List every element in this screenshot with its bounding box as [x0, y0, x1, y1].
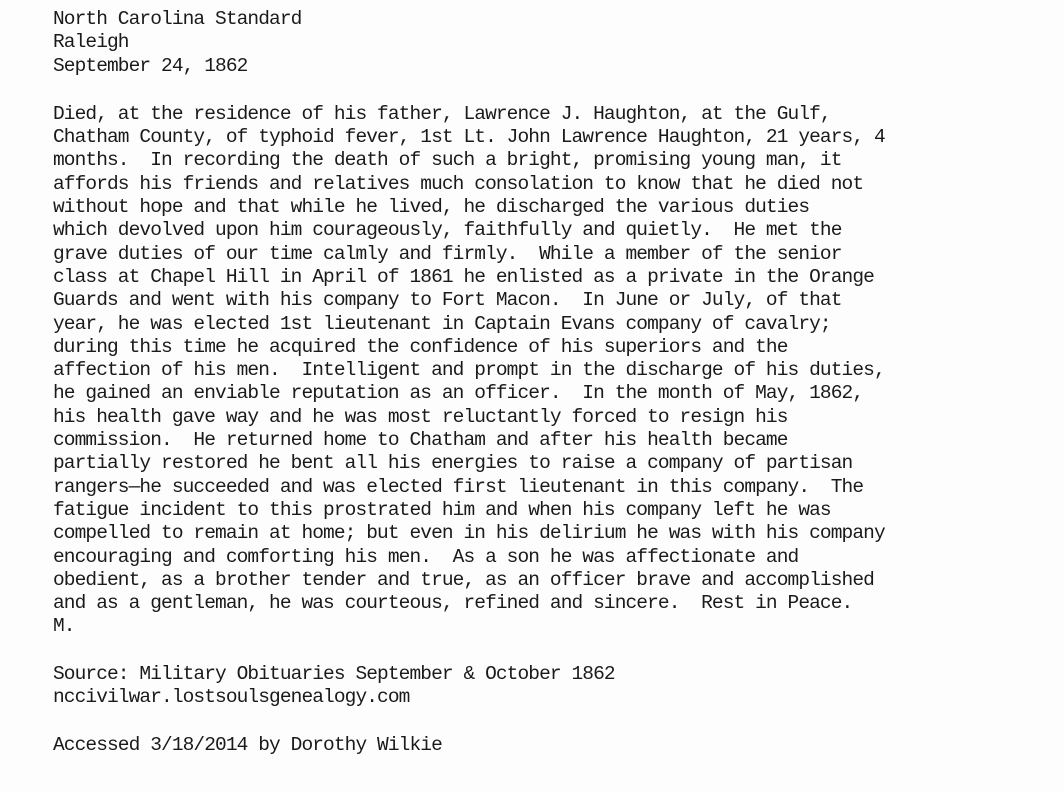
body-line: affection of his men. Intelligent and prompt in the discharge of his duties,: [53, 359, 885, 382]
body-line: which devolved upon him courageously, faithfully and quietly. He met the: [53, 219, 842, 242]
body-line: year, he was elected 1st lieutenant in Captain Evans company of cavalry;: [53, 312, 831, 335]
header-block: [53, 8, 1053, 78]
body-line: Chatham County, of typhoid fever, 1st Lt. John Lawrence Haughton, 21 years, 4: [53, 126, 885, 149]
body-line: rangers—he succeeded and was elected first lieutenant in this company. The: [53, 475, 864, 498]
body-line: without hope and that while he lived, he discharged the various duties: [53, 196, 810, 219]
body-line: during this time he acquired the confidence of his superiors and the: [53, 335, 788, 358]
body-line: Guards and went with his company to Fort Macon. In June or July, of that: [53, 289, 842, 312]
body-line: class at Chapel Hill in April of 1861 he enlisted as a private in the Orange: [53, 265, 874, 288]
obituary-document: [53, 8, 1053, 758]
accessed-note: Accessed 3/18/2014 by Dorothy Wilkie: [53, 734, 442, 757]
source-site: nccivilwar.lostsoulsgenealogy.com: [53, 686, 410, 709]
body-line: his health gave way and he was most reluctantly forced to resign his: [53, 405, 788, 428]
body-line: affords his friends and relatives much consolation to know that he died not: [53, 172, 864, 195]
body-line: partially restored he bent all his energies to raise a company of partisan: [53, 452, 853, 475]
source-label: Source: Military Obituaries September & October 1862: [53, 662, 615, 685]
publication-name: North Carolina Standard: [53, 8, 302, 30]
publication-date: September 24, 1862: [53, 54, 248, 77]
body-line: and as a gentleman, he was courteous, refined and sincere. Rest in Peace.: [53, 592, 853, 615]
source-block: [53, 663, 1053, 710]
body-line: compelled to remain at home; but even in his delirium he was with his company: [53, 522, 885, 545]
obituary-body: [53, 103, 1053, 639]
author-initial: M.: [53, 615, 75, 638]
body-line: grave duties of our time calmly and firmly. While a member of the senior: [53, 242, 842, 265]
body-line: commission. He returned home to Chatham and after his health became: [53, 429, 788, 452]
body-line: fatigue incident to this prostrated him and when his company left he was: [53, 498, 831, 521]
body-line: months. In recording the death of such a bright, promising young man, it: [53, 149, 842, 172]
publication-city: Raleigh: [53, 31, 129, 54]
body-line: encouraging and comforting his men. As a son he was affectionate and: [53, 545, 799, 568]
body-line: obedient, as a brother tender and true, as an officer brave and accomplished: [53, 568, 874, 591]
body-line: Died, at the residence of his father, Lawrence J. Haughton, at the Gulf,: [53, 102, 831, 125]
body-line: he gained an enviable reputation as an officer. In the month of May, 1862,: [53, 382, 864, 405]
